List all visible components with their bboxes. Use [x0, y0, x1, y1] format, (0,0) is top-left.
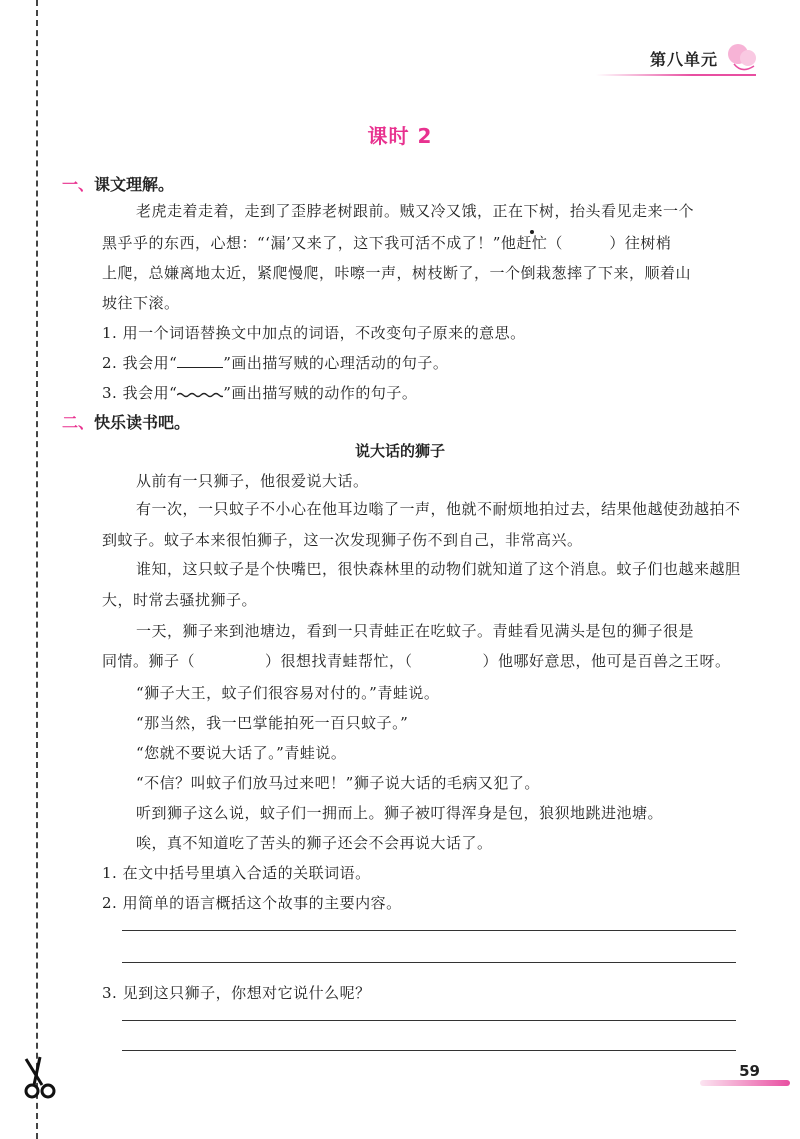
story-paragraph-9: 听到狮子这么说，蚊子们一拥而上。狮子被叮得浑身是包，狼狈地跳进池塘。	[136, 804, 664, 822]
q2-prefix: 2. 我会用“	[102, 354, 178, 372]
section2-title: 快乐读书吧。	[94, 413, 191, 432]
story-paragraph-10: 唉，真不知道吃了苦头的狮子还会不会再说大话了。	[136, 834, 493, 852]
story-paragraph-4-line-2	[102, 650, 731, 671]
passage-line-2	[102, 232, 671, 253]
straight-underline-sample	[177, 355, 223, 368]
page-number: 59	[739, 1062, 760, 1080]
lesson-title: 课时 2	[367, 124, 433, 148]
page-number-bar	[700, 1080, 790, 1086]
section1-heading	[62, 172, 174, 195]
fill-blank-1[interactable]: （ ）往树梢	[547, 234, 672, 252]
section1-question-2	[102, 352, 448, 373]
q2-suffix: ”画出描写贼的心理活动的句子。	[223, 354, 449, 372]
balloon-decoration-icon	[724, 40, 760, 76]
answer-line[interactable]	[122, 962, 736, 963]
q3-suffix: ”画出描写贼的动作的句子。	[223, 384, 418, 402]
story-paragraph-1: 从前有一只狮子，他很爱说大话。	[136, 472, 369, 490]
story-paragraph-4-end: ）他哪好意思，他可是百兽之王呀。	[482, 652, 731, 670]
story-paragraph-2: 有一次，一只蚊子不小心在他耳边嗡了一声，他就不耐烦地拍过去，结果他越使劲越拍不到蚊子。蚊子本来很怕狮子，这一次发现狮子伤不到自己，非常高兴。	[102, 500, 741, 549]
wavy-underline-sample	[177, 384, 223, 398]
story-paragraph-7: “您就不要说大话了。”青蛙说。	[136, 744, 347, 762]
unit-header	[650, 40, 760, 76]
section1-question-3	[102, 382, 417, 403]
passage-line-4: 坡往下滚。	[102, 294, 180, 312]
section2-question-3: 3. 见到这只狮子，你想对它说什么呢？	[102, 984, 371, 1002]
story-title: 说大话的狮子	[354, 442, 445, 460]
answer-line[interactable]	[122, 930, 736, 931]
section2-question-1: 1. 在文中括号里填入合适的关联词语。	[102, 864, 371, 882]
story-paragraph-4-line-1: 一天，狮子来到池塘边，看到一只青蛙正在吃蚊子。青蛙看见满头是包的狮子很是	[136, 622, 695, 640]
passage-line-3: 上爬，总嫌离地太近，紧爬慢爬，咔嚓一声，树枝断了，一个倒栽葱摔了下来，顺着山	[102, 264, 692, 282]
section1-number: 一、	[62, 175, 95, 194]
story-paragraph-6: “那当然，我一巴掌能拍死一百只蚊子。”	[136, 714, 409, 732]
fill-blank-2-prefix: 同情。狮子（	[102, 652, 196, 670]
scissors-icon	[20, 1055, 72, 1101]
passage-line-1: 老虎走着走着，走到了歪脖老树跟前。贼又冷又饿，正在下树，抬头看见走来一个	[136, 202, 695, 220]
section2-heading	[62, 410, 190, 433]
story-paragraph-5: “狮子大王，蚊子们很容易对付的。”青蛙说。	[136, 684, 440, 702]
story-paragraph-3: 谁知，这只蚊子是个快嘴巴，很快森林里的动物们就知道了这个消息。蚊子们也越来越胆大，时常去骚扰狮子。	[102, 560, 741, 609]
passage-line-2-text: 黑乎乎的东西，心想：“‘漏’又来了，这下我可活不成了！”他	[102, 234, 517, 252]
section1-question-1: 1. 用一个词语替换文中加点的词语，不改变句子原来的意思。	[102, 324, 526, 342]
q3-prefix: 3. 我会用“	[102, 384, 178, 402]
section2-number: 二、	[62, 413, 95, 432]
header-underline	[596, 74, 756, 76]
answer-line[interactable]	[122, 1020, 736, 1021]
fill-blank-3-prefix: ）很想找青蛙帮忙，（	[265, 652, 413, 670]
story-paragraph-8: “不信？叫蚊子们放马过来吧！”狮子说大话的毛病又犯了。	[136, 774, 540, 792]
cut-line	[36, 0, 38, 1139]
section2-question-2: 2. 用简单的语言概括这个故事的主要内容。	[102, 894, 402, 912]
section1-title: 课文理解。	[94, 175, 175, 194]
dotted-word: 赶忙	[516, 234, 548, 252]
answer-line[interactable]	[122, 1050, 736, 1051]
unit-label: 第八单元	[649, 49, 718, 69]
